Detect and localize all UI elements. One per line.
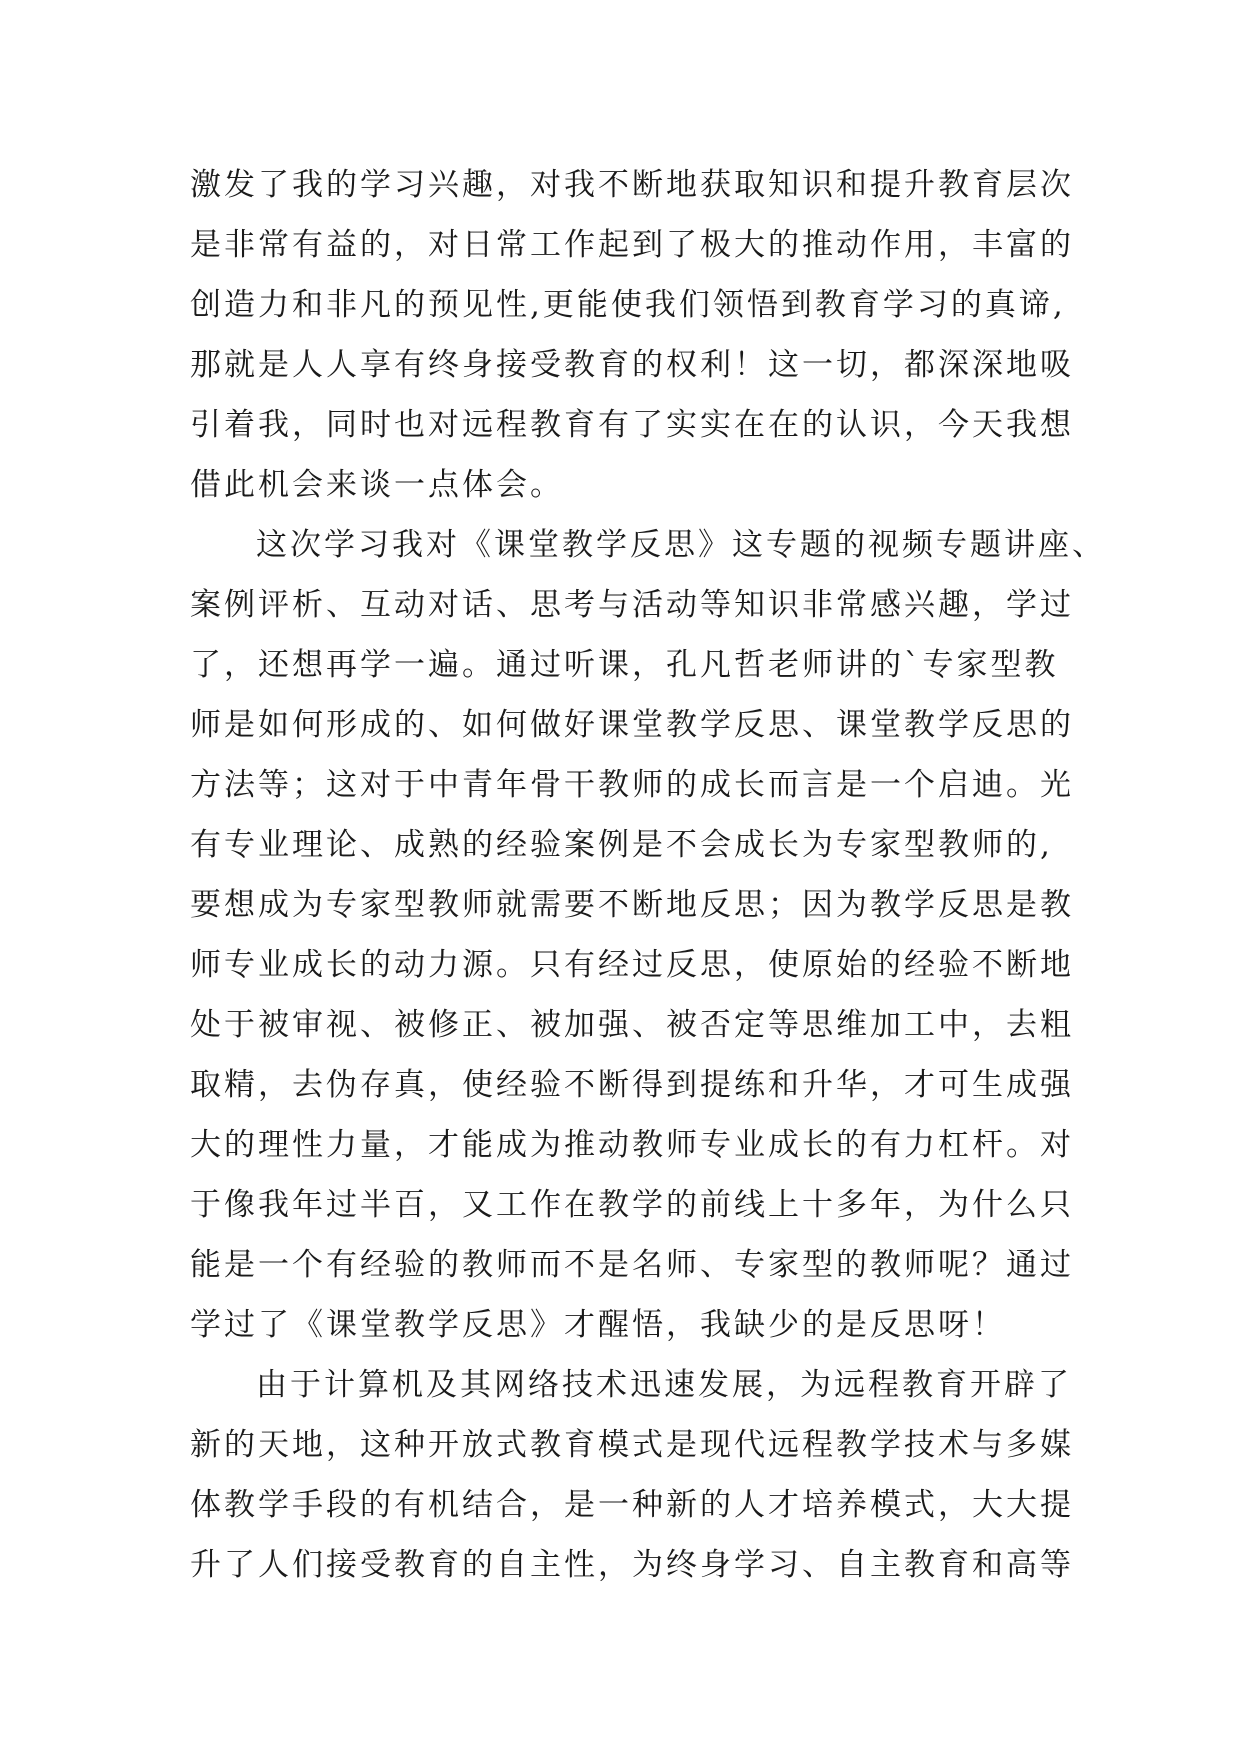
text-line: 借此机会来谈一点体会。: [190, 467, 564, 503]
text-line: 方法等；这对于中青年骨干教师的成长而言是一个启迪。光: [190, 767, 1074, 803]
text-line: 学过了《课堂教学反思》才醒悟，我缺少的是反思呀！: [190, 1307, 1006, 1343]
text-line: 师专业成长的动力源。只有经过反思，使原始的经验不断地: [190, 947, 1074, 983]
text-line: 师是如何形成的、如何做好课堂教学反思、课堂教学反思的: [190, 707, 1074, 743]
paragraph-first-line: 由于计算机及其网络技术迅速发展，为远程教育开辟了: [256, 1367, 1072, 1403]
text-line: 创造力和非凡的预见性,更能使我们领悟到教育学习的真谛,: [190, 287, 1066, 323]
text-line: 体教学手段的有机结合，是一种新的人才培养模式，大大提: [190, 1487, 1074, 1523]
text-line: 激发了我的学习兴趣，对我不断地获取知识和提升教育层次: [190, 167, 1074, 203]
text-line: 能是一个有经验的教师而不是名师、专家型的教师呢？通过: [190, 1247, 1074, 1283]
text-line: 案例评析、互动对话、思考与活动等知识非常感兴趣，学过: [190, 587, 1074, 623]
text-line: 于像我年过半百，又工作在教学的前线上十多年，为什么只: [190, 1187, 1074, 1223]
text-line: 处于被审视、被修正、被加强、被否定等思维加工中，去粗: [190, 1007, 1074, 1043]
text-line: 了，还想再学一遍。通过听课，孔凡哲老师讲的`专家型教: [190, 647, 1059, 683]
text-line: 要想成为专家型教师就需要不断地反思；因为教学反思是教: [190, 887, 1074, 923]
text-line: 引着我，同时也对远程教育有了实实在在的认识，今天我想: [190, 407, 1074, 443]
body-text: [190, 155, 1106, 1595]
text-line: 那就是人人享有终身接受教育的权利！这一切，都深深地吸: [190, 347, 1074, 383]
text-line: 升了人们接受教育的自主性，为终身学习、自主教育和高等: [190, 1547, 1074, 1583]
text-line: 有专业理论、成熟的经验案例是不会成长为专家型教师的,: [190, 827, 1053, 863]
text-line: 新的天地，这种开放式教育模式是现代远程教学技术与多媒: [190, 1427, 1074, 1463]
paragraph-first-line: 这次学习我对《课堂教学反思》这专题的视频专题讲座、: [256, 527, 1106, 563]
text-line: 是非常有益的，对日常工作起到了极大的推动作用，丰富的: [190, 227, 1074, 263]
text-line: 取精，去伪存真，使经验不断得到提练和升华，才可生成强: [190, 1067, 1074, 1103]
text-line: 大的理性力量，才能成为推动教师专业成长的有力杠杆。对: [190, 1127, 1074, 1163]
